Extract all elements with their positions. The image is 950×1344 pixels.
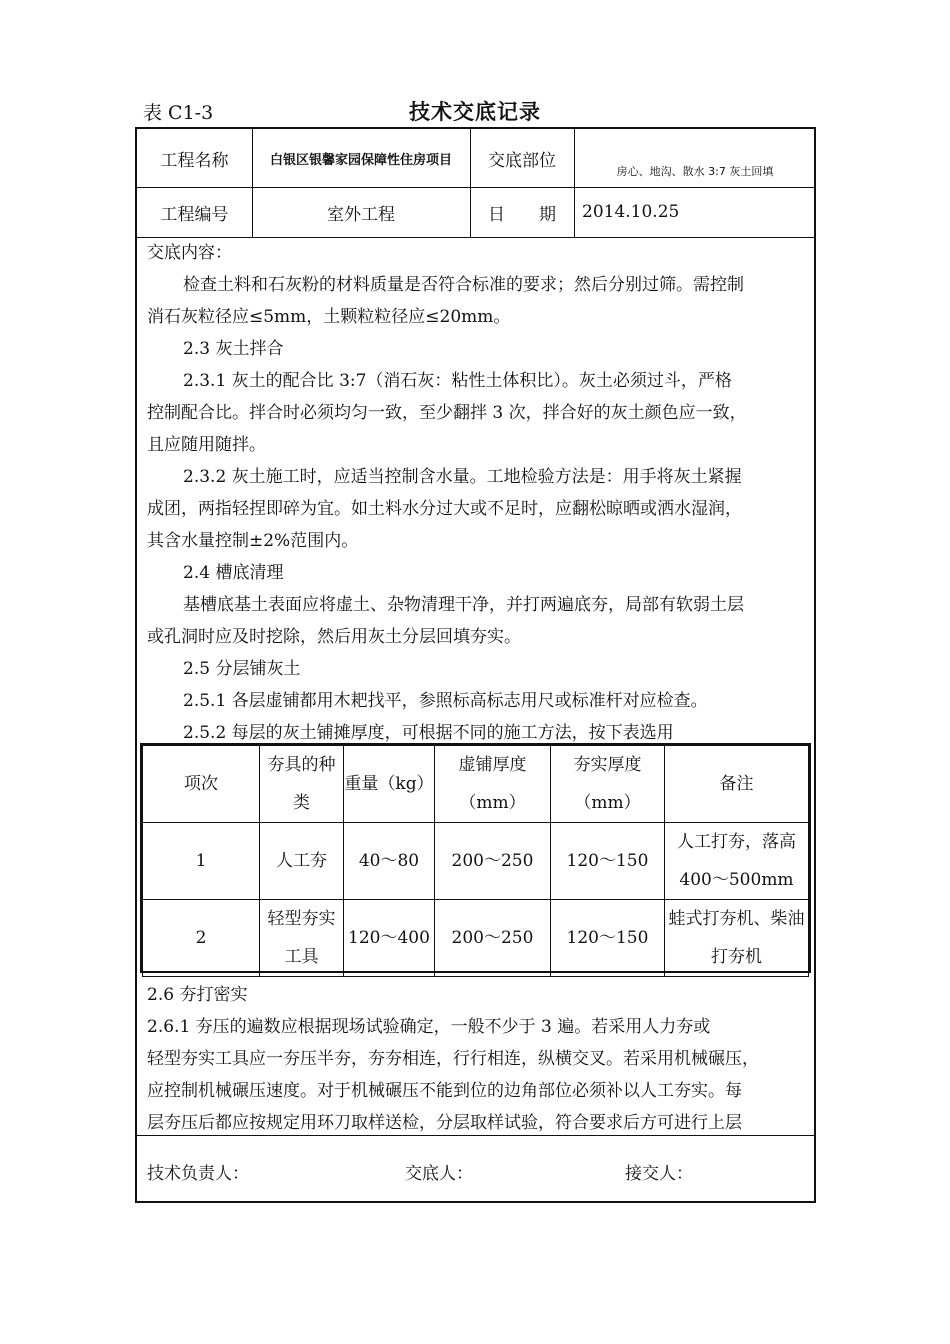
discloser-signature: 交底人： [405, 1164, 473, 1184]
content-line: 2.4 槽底清理 [183, 563, 284, 583]
content-heading: 交底内容： [147, 243, 232, 263]
part-value: 房心、地沟、散水 3:7 灰土回填 [616, 165, 774, 178]
table-cell: 人工夯 [260, 823, 344, 900]
project-name-label: 工程名称 [160, 150, 229, 171]
table-header-row [143, 746, 809, 823]
content-line: 且应随用随拌。 [147, 435, 266, 455]
table-cell: 2 [143, 900, 260, 977]
thickness-table [140, 743, 811, 973]
table-header-cell: 夯实厚度（mm） [551, 746, 665, 823]
content-line: 2.5 分层铺灰土 [183, 659, 301, 679]
content-line: 其含水量控制±2%范围内。 [147, 531, 359, 551]
content-line: 2.5.2 每层的灰土铺摊厚度，可根据不同的施工方法，按下表选用 [183, 723, 674, 743]
content-line: 2.3.2 灰土施工时，应适当控制含水量。工地检验方法是：用手将灰土紧握 [183, 467, 742, 487]
document-title: 技术交底记录 [409, 100, 541, 124]
table-header-cell: 备注 [665, 746, 809, 823]
content-paragraphs [147, 269, 804, 749]
table-cell: 蛙式打夯机、柴油打夯机 [665, 900, 809, 977]
table-cell: 200～250 [435, 900, 551, 977]
table-cell: 120～150 [551, 900, 665, 977]
signature-divider [137, 1135, 814, 1136]
content-line: 轻型夯实工具应一夯压半夯，夯夯相连，行行相连，纵横交叉。若采用机械碾压， [147, 1049, 759, 1069]
date-label: 日 期 [488, 204, 556, 225]
content-line: 控制配合比。拌合时必须均匀一致，至少翻拌 3 次，拌合好的灰土颜色应一致， [147, 403, 747, 423]
content-line: 层夯压后都应按规定用环刀取样送检，分层取样试验，符合要求后方可进行上层 [147, 1113, 742, 1133]
receiver-signature: 接交人： [625, 1164, 693, 1184]
table-cell: 轻型夯实工具 [260, 900, 344, 977]
content-line: 或孔洞时应及时挖除，然后用灰土分层回填夯实。 [147, 627, 521, 647]
content-line: 消石灰粒径应≤5mm，土颗粒粒径应≤20mm。 [147, 307, 511, 327]
content-line: 2.6.1 夯压的遍数应根据现场试验确定，一般不少于 3 遍。若采用人力夯或 [147, 1017, 711, 1037]
content-line: 2.3.1 灰土的配合比 3:7（消石灰：粘性土体积比）。灰土必须过斗，严格 [183, 371, 732, 391]
project-no-label: 工程编号 [160, 204, 229, 225]
content-line: 成团，两指轻捏即碎为宜。如土料水分过大或不足时，应翻松晾晒或洒水湿润， [147, 499, 742, 519]
content-paragraphs-2 [147, 979, 804, 1139]
table-header-cell: 项次 [143, 746, 260, 823]
table-cell: 200～250 [435, 823, 551, 900]
table-cell: 人工打夯，落高400～500mm [665, 823, 809, 900]
table-header-cell: 虚铺厚度（mm） [435, 746, 551, 823]
table-cell: 1 [143, 823, 260, 900]
table-header-cell: 夯具的种类 [260, 746, 344, 823]
content-line: 应控制机械碾压速度。对于机械碾压不能到位的边角部位必须补以人工夯实。每 [147, 1081, 742, 1101]
project-name-value: 白银区银馨家园保障性住房项目 [269, 153, 452, 168]
part-label: 交底部位 [488, 150, 556, 171]
table-cell: 120～150 [551, 823, 665, 900]
content-line: 检查土料和石灰粉的材料质量是否符合标准的要求；然后分别过筛。需控制 [183, 275, 744, 295]
content-line: 2.5.1 各层虚铺都用木耙找平，参照标高标志用尺或标准杆对应检查。 [183, 691, 708, 711]
tech-lead-signature: 技术负责人： [147, 1164, 249, 1184]
disclosure-content-continued [147, 979, 804, 1139]
content-line: 2.3 灰土拌合 [183, 339, 284, 359]
table-cell: 40～80 [344, 823, 435, 900]
table-header-cell: 重量（kg） [344, 746, 435, 823]
content-line: 基槽底基土表面应将虚土、杂物清理干净，并打两遍底夯，局部有软弱土层 [183, 595, 744, 615]
record-form [135, 127, 816, 1203]
project-no-value: 室外工程 [327, 204, 395, 225]
table-row [143, 900, 809, 977]
date-value: 2014.10.25 [582, 202, 680, 222]
disclosure-content [147, 237, 804, 749]
table-row [143, 823, 809, 900]
form-id: 表 C1-3 [143, 102, 214, 124]
content-line: 2.6 夯打密实 [147, 985, 248, 1005]
table-cell: 120～400 [344, 900, 435, 977]
